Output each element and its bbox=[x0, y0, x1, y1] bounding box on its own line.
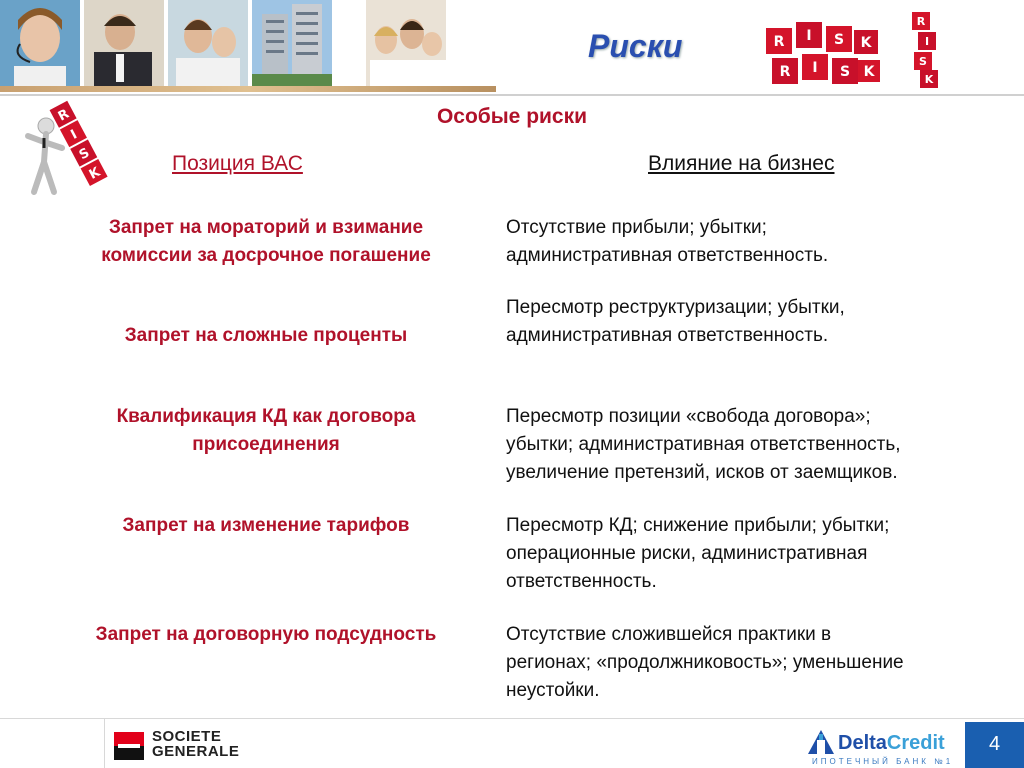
cube-letter: S bbox=[919, 55, 927, 68]
businessman-photo bbox=[84, 0, 164, 86]
impact-cell bbox=[506, 621, 996, 705]
position-line: Квалификация КД как договора bbox=[116, 406, 416, 427]
sg-line1: SOCIETE bbox=[152, 728, 222, 745]
photo-strip-bar bbox=[0, 86, 496, 92]
header-divider bbox=[0, 94, 1024, 96]
impact-line: неустойки. bbox=[506, 680, 600, 701]
position-line: Запрет на мораторий и взимание bbox=[108, 217, 424, 238]
impact-line: операционные риски, административная bbox=[506, 543, 868, 564]
page-title: Риски bbox=[588, 28, 683, 64]
column-header-impact: Влияние на бизнес bbox=[648, 152, 835, 175]
photo-strip bbox=[0, 0, 480, 86]
position-cell bbox=[56, 621, 476, 649]
cube-letter: I bbox=[806, 28, 812, 44]
cube-letter: S bbox=[76, 145, 93, 164]
impact-line: административная ответственность. bbox=[506, 245, 829, 266]
position-line: комиссии за досрочное погашение bbox=[101, 245, 431, 266]
impact-line: убытки; административная ответственность, bbox=[506, 434, 901, 455]
deltacredit-name bbox=[838, 732, 945, 755]
header bbox=[0, 0, 1024, 95]
impact-line: Пересмотр позиции «свобода договора»; bbox=[506, 406, 871, 427]
cube-letter: K bbox=[86, 164, 103, 183]
family-group-photo bbox=[336, 0, 476, 86]
column-header-position: Позиция ВАС bbox=[172, 152, 303, 175]
cube-letter: K bbox=[860, 35, 872, 51]
impact-line: административная ответственность. bbox=[506, 325, 829, 346]
cube-letter: K bbox=[863, 64, 875, 80]
cube-letter: R bbox=[773, 34, 785, 50]
cube-letter: I bbox=[68, 127, 80, 143]
cube-letter: I bbox=[924, 35, 930, 48]
impact-line: Отсутствие сложившейся практики в bbox=[506, 624, 832, 645]
footer-vertical-divider bbox=[104, 719, 105, 768]
impact-cell bbox=[506, 214, 996, 270]
cube-letter: S bbox=[833, 32, 845, 48]
position-cell bbox=[56, 512, 476, 540]
footer-divider bbox=[0, 718, 1024, 719]
building-photo bbox=[252, 0, 332, 86]
operator-photo bbox=[0, 0, 80, 86]
section-subtitle: Особые риски bbox=[436, 105, 588, 128]
position-line: Запрет на договорную подсудность bbox=[95, 624, 437, 645]
position-line: Запрет на сложные проценты bbox=[124, 325, 408, 346]
impact-cell bbox=[506, 403, 996, 487]
impact-cell bbox=[506, 294, 996, 350]
impact-line: увеличение претензий, исков от заемщиков. bbox=[506, 462, 898, 483]
cube-letter: S bbox=[839, 64, 851, 80]
family-photo bbox=[168, 0, 248, 86]
cube-letter: R bbox=[779, 64, 791, 80]
deltacredit-tagline: ИПОТЕЧНЫЙ БАНК №1 bbox=[812, 757, 954, 766]
position-cell bbox=[56, 403, 476, 459]
cube-letter: R bbox=[55, 106, 72, 125]
societe-generale-name bbox=[152, 729, 239, 759]
position-line: Запрет на изменение тарифов bbox=[122, 515, 410, 536]
position-cell bbox=[56, 322, 476, 350]
sg-line2: GENERALE bbox=[152, 743, 240, 760]
societe-generale-logo-icon bbox=[114, 732, 144, 760]
position-line: присоединения bbox=[192, 434, 340, 455]
impact-cell bbox=[506, 512, 996, 596]
position-cell bbox=[56, 214, 476, 270]
risk-cube-stack-icon bbox=[906, 10, 952, 90]
cube-letter: I bbox=[812, 60, 818, 76]
impact-line: Отсутствие прибыли; убытки; bbox=[506, 217, 767, 238]
deltacredit-logo-icon bbox=[806, 726, 836, 756]
impact-line: Пересмотр КД; снижение прибыли; убытки; bbox=[506, 515, 890, 536]
risk-cubes-icon bbox=[762, 18, 882, 90]
impact-line: ответственность. bbox=[506, 571, 657, 592]
cube-letter: R bbox=[916, 15, 926, 28]
dc-credit-text: Credit bbox=[886, 732, 945, 754]
page-number: 4 bbox=[988, 733, 1001, 755]
cube-letter: K bbox=[924, 73, 934, 86]
impact-line: Пересмотр реструктуризации; убытки, bbox=[506, 297, 845, 318]
impact-line: регионах; «продолжниковость»; уменьшение bbox=[506, 652, 904, 673]
dc-delta-text: Delta bbox=[838, 732, 887, 754]
